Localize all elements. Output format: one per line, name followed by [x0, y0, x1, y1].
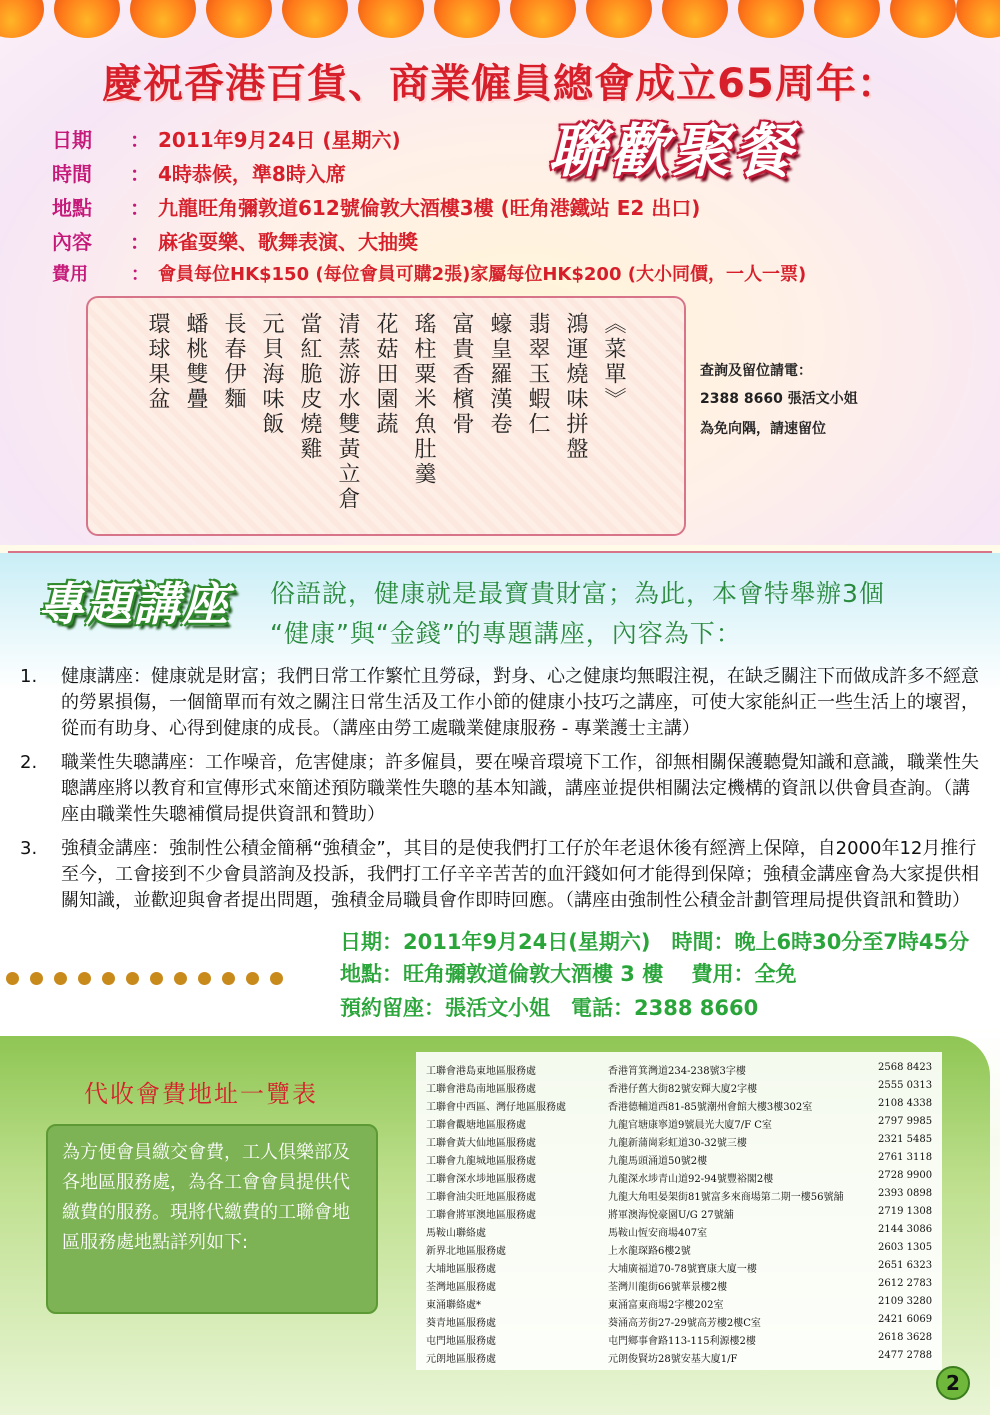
address-row — [426, 1152, 936, 1170]
office-address: 九龍新蒲崗彩虹道30-32號三樓 — [608, 1138, 747, 1149]
dot-icon — [150, 972, 163, 985]
office-phone: 2761 3118 — [878, 1152, 933, 1163]
office-name: 工聯會黃大仙地區服務處 — [426, 1138, 536, 1149]
item-text: 職業性失聰講座：工作噪音，危害健康；許多僱員，要在噪音環境下工作，卻無相關保護聽覺知識和意識，職業性失聰講座將以教育和宣傳形式來簡述預防職業性失聰的基本知識，講座並提供相關法定機構的資訊以供會員查詢。（講座由職業性失聰補償局提供資訊和贊助） — [61, 752, 979, 825]
info-colon: ： — [130, 196, 150, 220]
lantern-icon — [890, 0, 956, 38]
office-name: 工聯會深水埗地區服務處 — [426, 1174, 536, 1185]
office-address: 屯門鄉事會路113-115利源樓2樓 — [608, 1336, 756, 1347]
address-row — [426, 1134, 936, 1152]
info-label: 內容 — [52, 230, 92, 254]
seminar-booking: 預約留座：張活文小姐 電話：2388 8660 — [340, 996, 759, 1020]
dot-icon — [270, 972, 283, 985]
office-phone: 2728 9900 — [878, 1170, 933, 1181]
address-row — [426, 1332, 936, 1350]
enquiry-phone: 2388 8660 張活文小姐 — [700, 391, 858, 407]
menu-dish: 翡翠玉蝦仁 — [525, 312, 550, 437]
office-address: 香港筲箕灣道234-238號3字樓 — [608, 1066, 746, 1077]
seminar-venue: 地點：旺角彌敦道倫敦大酒樓 3 樓 費用：全免 — [340, 962, 797, 986]
dot-icon — [78, 972, 91, 985]
office-address: 九龍馬頭涌道50號2樓 — [608, 1156, 708, 1167]
office-name: 工聯會油尖旺地區服務處 — [426, 1192, 536, 1203]
address-row — [426, 1350, 936, 1368]
seminar-intro-line2: “健康”與“金錢”的專題講座，內容為下： — [270, 619, 742, 648]
office-address: 上水龍琛路6樓2號 — [608, 1246, 691, 1257]
dot-icon — [198, 972, 211, 985]
info-value: 2011年9月24日 (星期六) — [158, 128, 401, 152]
dot-icon — [126, 972, 139, 985]
office-phone: 2108 4338 — [878, 1098, 933, 1109]
address-row — [426, 1116, 936, 1134]
info-label: 地點 — [52, 196, 92, 220]
office-name: 屯門地區服務處 — [426, 1336, 496, 1347]
address-row — [426, 1080, 936, 1098]
office-address: 元朗俊賢坊28號安基大廈1/F — [608, 1354, 738, 1365]
office-address: 大埔廣福道70-78號寶康大廈一樓 — [608, 1264, 757, 1275]
dot-icon — [6, 972, 19, 985]
office-name: 葵青地區服務處 — [426, 1318, 496, 1329]
lantern-icon — [956, 0, 1000, 38]
page-title: 慶祝香港百貨、商業僱員總會成立65周年： — [102, 61, 898, 107]
lantern-icon — [0, 0, 44, 38]
info-content — [52, 226, 418, 255]
seminar-intro-line1: 俗語說，健康就是最寶貴財富；為此，本會特舉辦3個 — [270, 579, 885, 608]
menu-dish: 當紅脆皮燒雞 — [297, 312, 322, 462]
dot-icon — [246, 972, 259, 985]
info-value: 會員每位HK$150 (每位會員可購2張)家屬每位HK$200 (大小同價，一人一票) — [158, 264, 807, 285]
lantern-icon — [434, 0, 500, 38]
dot-icon — [54, 972, 67, 985]
office-phone: 2321 5485 — [878, 1134, 933, 1145]
address-row — [426, 1224, 936, 1242]
office-phone: 2421 6069 — [878, 1314, 933, 1325]
office-phone: 2555 0313 — [878, 1080, 933, 1091]
dot-icon — [30, 972, 43, 985]
lantern-icon — [130, 0, 196, 38]
office-address: 荃灣川龍街66號華景樓2樓 — [608, 1282, 728, 1293]
address-row — [426, 1278, 936, 1296]
menu-dish: 環球果盆 — [145, 312, 170, 412]
office-phone: 2719 1308 — [878, 1206, 933, 1217]
item-number: 3. — [20, 838, 38, 859]
lantern-icon — [510, 0, 576, 38]
address-row — [426, 1260, 936, 1278]
lantern-icon — [814, 0, 880, 38]
office-phone: 2144 3086 — [878, 1224, 933, 1235]
office-name: 工聯會將軍澳地區服務處 — [426, 1210, 536, 1221]
seminar-datetime: 日期：2011年9月24日(星期六) 時間：晚上6時30分至7時45分 — [340, 930, 970, 954]
dot-icon — [102, 972, 115, 985]
office-name: 新界北地區服務處 — [426, 1246, 506, 1257]
office-phone: 2477 2788 — [878, 1350, 933, 1361]
office-address: 九龍官塘康寧道9號晨光大廈7/F C室 — [608, 1120, 772, 1131]
address-row — [426, 1062, 936, 1080]
dot-icon — [174, 972, 187, 985]
address-row — [426, 1314, 936, 1332]
info-colon: ： — [130, 230, 150, 254]
office-name: 工聯會觀塘地區服務處 — [426, 1120, 526, 1131]
office-address: 葵涌高芳街27-29號高芳樓2樓C室 — [608, 1318, 761, 1329]
office-address: 東涌富東商場2字樓202室 — [608, 1300, 724, 1311]
info-date — [52, 124, 401, 153]
menu-dish: 蠔皇羅漢卷 — [487, 312, 512, 437]
office-address: 馬鞍山恆安商場407室 — [608, 1228, 708, 1239]
menu-dish: 瑤柱粟米魚肚羹 — [411, 312, 436, 487]
lantern-row — [0, 0, 1000, 44]
office-address: 九龍深水埗青山道92-94號豐裕閣2樓 — [608, 1174, 774, 1185]
info-label: 日期 — [52, 128, 92, 152]
office-address: 九龍大角咀晏架街81號富多來商場第二期一樓56號舖 — [608, 1192, 844, 1203]
item-text: 健康講座：健康就是財富；我們日常工作繁忙且勞碌，對身、心之健康均無暇注視，在缺乏關注下而做成許多不經意的勞累損傷，一個簡單而有效之關注日常生活及工作小節的健康小技巧之講座，可使大家能糾正一些生活上的壞習，從而有助身、心得到健康的成長。（講座由勞工處職業健康服務 - 專業護士主講） — [61, 666, 979, 739]
info-colon: ： — [131, 264, 149, 285]
lantern-icon — [358, 0, 424, 38]
menu-dish: 富貴香檳骨 — [449, 312, 474, 437]
office-phone: 2797 9985 — [878, 1116, 933, 1127]
office-phone: 2618 3628 — [878, 1332, 933, 1343]
fee-description: 為方便會員繳交會費，工人俱樂部及各地區服務處，為各工會會員提供代繳費的服務。現將代繳費的工聯會地區服務處地點詳列如下: — [46, 1124, 378, 1314]
enquiry-note: 為免向隅，請速留位 — [700, 421, 826, 437]
fee-title: 代收會費地址一覽表 — [84, 1080, 318, 1108]
office-address: 香港仔舊大街82號安輝大廈2字樓 — [608, 1084, 758, 1095]
menu-dish: 蟠桃雙疊 — [183, 312, 208, 412]
info-value: 麻雀耍樂、歌舞表演、大抽獎 — [158, 230, 418, 254]
office-phone: 2603 1305 — [878, 1242, 933, 1253]
office-phone: 2393 0898 — [878, 1188, 933, 1199]
info-venue — [52, 192, 700, 221]
info-label: 時間 — [52, 162, 92, 186]
address-row — [426, 1188, 936, 1206]
office-name: 元朗地區服務處 — [426, 1354, 496, 1365]
info-colon: ： — [130, 128, 150, 152]
office-name: 大埔地區服務處 — [426, 1264, 496, 1275]
page-number: 2 — [936, 1366, 970, 1400]
menu-dish: 元貝海味飯 — [259, 312, 284, 437]
menu-dish: 鴻運燒味拼盤 — [563, 312, 588, 462]
office-phone: 2568 8423 — [878, 1062, 933, 1073]
office-phone: 2109 3280 — [878, 1296, 933, 1307]
info-colon: ： — [130, 162, 150, 186]
office-phone: 2612 2783 — [878, 1278, 933, 1289]
item-number: 1. — [20, 666, 38, 687]
info-time — [52, 158, 346, 187]
seminar-badge: 專題講座 — [38, 577, 230, 631]
office-address: 將軍澳海悅豪園U/G 27號舖 — [608, 1210, 734, 1221]
office-address: 香港德輔道西81-85號潮州會館大樓3樓302室 — [608, 1102, 813, 1113]
lantern-icon — [738, 0, 804, 38]
office-name: 馬鞍山聯絡處 — [426, 1228, 486, 1239]
info-value: 4時恭候，準8時入席 — [158, 162, 346, 186]
office-name: 工聯會港島東地區服務處 — [426, 1066, 536, 1077]
info-value: 九龍旺角彌敦道612號倫敦大酒樓3樓 (旺角港鐵站 E2 出口) — [158, 196, 701, 220]
address-row — [426, 1098, 936, 1116]
menu-dish: 清蒸游水雙黃立倉 — [335, 312, 360, 512]
item-number: 2. — [20, 752, 38, 773]
office-name: 東涌聯絡處* — [426, 1300, 481, 1311]
banquet-heading: 聯歡聚餐 — [548, 117, 797, 185]
menu-dish: 花菇田園蔬 — [373, 312, 398, 437]
lantern-icon — [662, 0, 728, 38]
dot-icon — [222, 972, 235, 985]
office-name: 工聯會中西區、灣仔地區服務處 — [426, 1102, 566, 1113]
office-name: 荃灣地區服務處 — [426, 1282, 496, 1293]
office-phone: 2651 6323 — [878, 1260, 933, 1271]
lantern-icon — [54, 0, 120, 38]
address-row — [426, 1242, 936, 1260]
enquiry-line: 查詢及留位請電： — [700, 363, 812, 379]
office-name: 工聯會九龍城地區服務處 — [426, 1156, 536, 1167]
lantern-icon — [206, 0, 272, 38]
address-row — [426, 1206, 936, 1224]
info-label: 費用 — [52, 264, 88, 285]
menu-title: 《菜單》 — [601, 312, 626, 412]
item-text: 強積金講座：強制性公積金簡稱“強積金”，其目的是使我們打工仔於年老退休後有經濟上保障，自2000年12月推行至今，工會接到不少會員諮詢及投訴，我們打工仔辛辛苦苦的血汗錢如何才能得到保障；強積金講座會為大家提供相關知識，並歡迎與會者提出問題，強積金局職員會作即時回應。（講座由強制性公積金計劃管理局提供資訊和贊助） — [61, 838, 979, 911]
address-row — [426, 1170, 936, 1188]
menu-dish: 長春伊麵 — [221, 312, 246, 412]
office-name: 工聯會港島南地區服務處 — [426, 1084, 536, 1095]
info-fee — [52, 260, 806, 286]
lantern-icon — [282, 0, 348, 38]
lantern-icon — [586, 0, 652, 38]
address-row — [426, 1296, 936, 1314]
